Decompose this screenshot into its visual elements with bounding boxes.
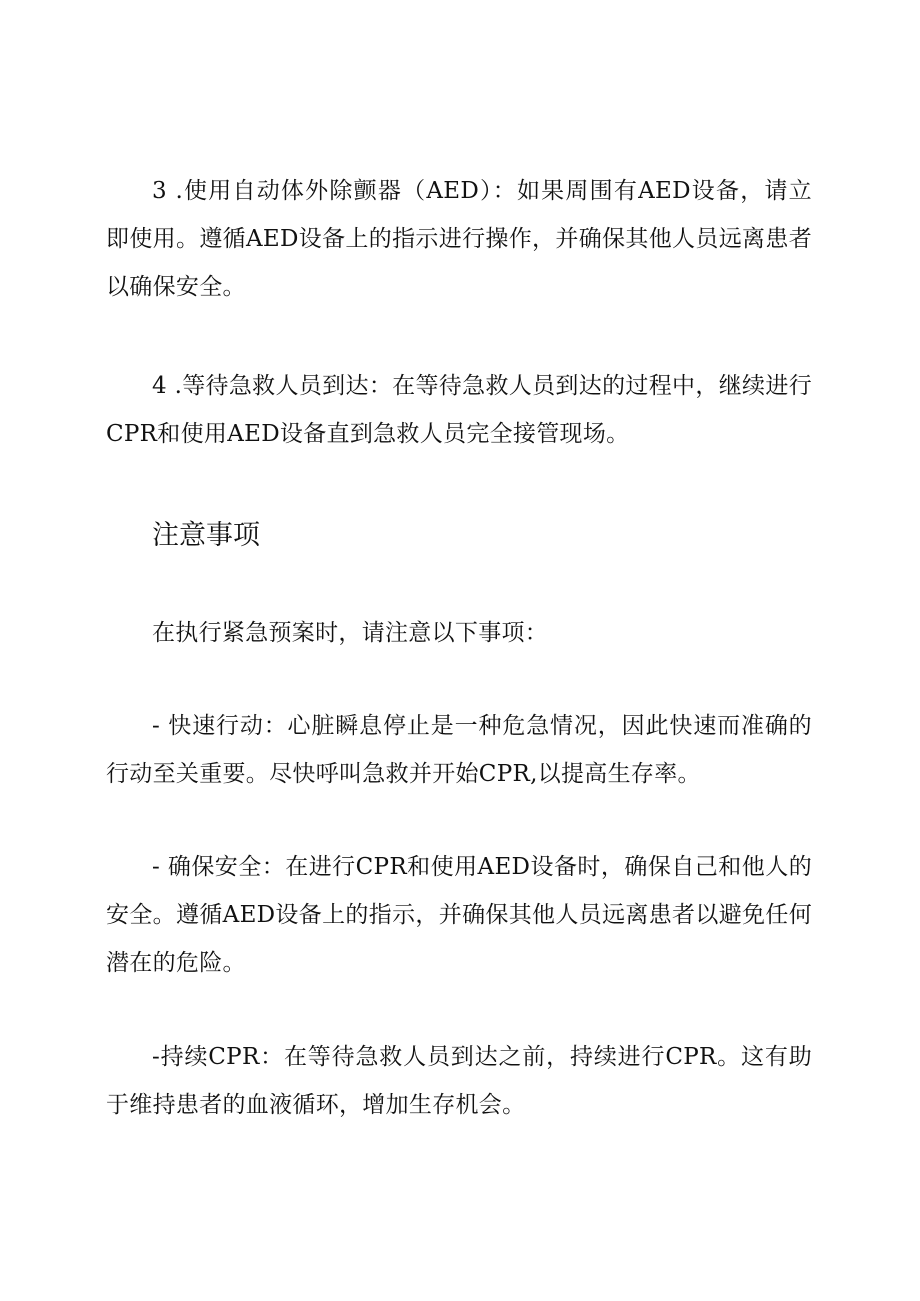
notes-heading: 注意事项 [152, 520, 260, 551]
step-3-paragraph: 3 .使用自动体外除颤器（AED）：如果周围有AED设备，请立即使用。遵循AED设备上的指示进行操作，并确保其他人员远离患者以确保安全。 [106, 178, 812, 300]
notes-intro: 在执行紧急预案时，请注意以下事项： [152, 620, 549, 646]
note-ensure-safety: - 确保安全：在进行CPR和使用AED设备时，确保自己和他人的安全。遵循AED设备上的指示，并确保其他人员远离患者以避免任何潜在的危险。 [106, 854, 812, 976]
step-4-paragraph: 4 .等待急救人员到达：在等待急救人员到达的过程中，继续进行CPR和使用AED设备直到急救人员完全接管现场。 [106, 373, 812, 447]
note-continue-cpr: -持续CPR：在等待急救人员到达之前，持续进行CPR。这有助于维持患者的血液循环，增加生存机会。 [106, 1044, 812, 1118]
note-quick-action: - 快速行动：心脏瞬息停止是一种危急情况，因此快速而准确的行动至关重要。尽快呼叫急救并开始CPR,以提高生存率。 [106, 713, 812, 787]
